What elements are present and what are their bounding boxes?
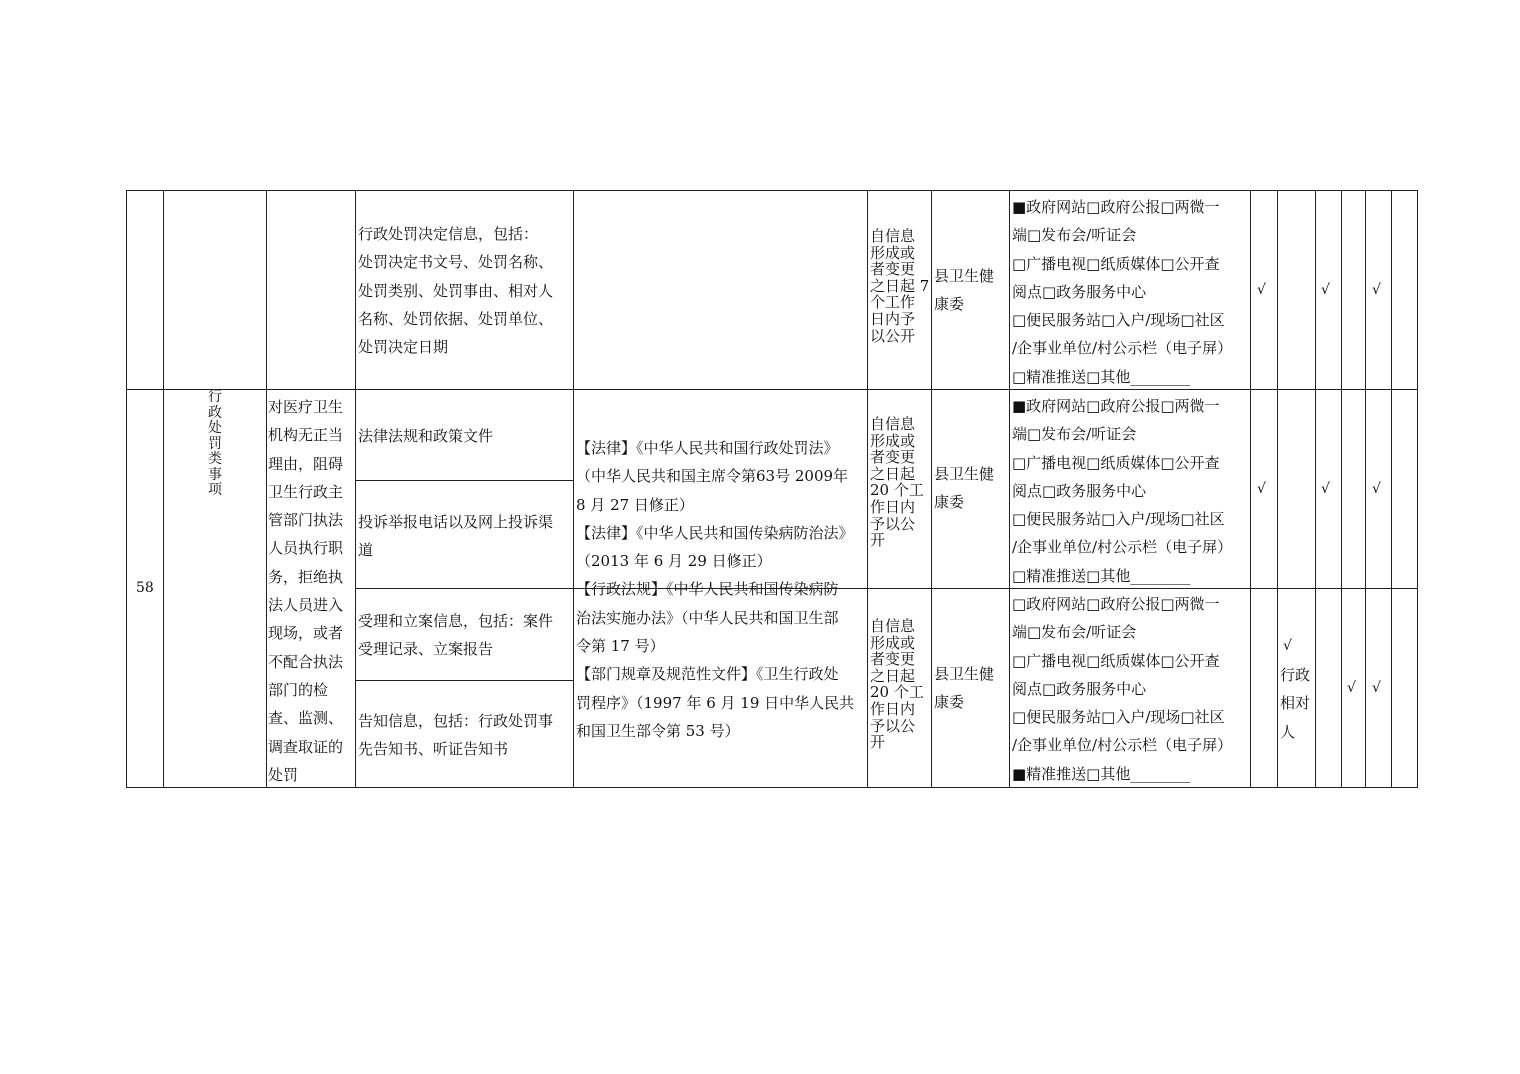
basis-line: 治法实施办法》（中华人民共和国卫生部 [576, 608, 839, 627]
col-line [1277, 190, 1278, 788]
disclosure-channels [1012, 590, 1232, 788]
channel-line: /企事业单位/村公示栏（电子屏） [1012, 339, 1233, 358]
time-line: 作日内 [870, 497, 916, 516]
basis-line: （2013 年 6 月 29 日修正） [576, 552, 772, 571]
content-line: 处罚决定书文号、处罚名称、 [358, 253, 554, 272]
check-by-request: √ [1347, 680, 1356, 696]
basis-line: 和国卫生部令第 53 号） [576, 721, 740, 740]
time-line: 予以公 [870, 716, 916, 735]
item-line: 处罚 [268, 765, 299, 784]
item-line: 卫生行政主 [268, 482, 344, 501]
disclosure-channels [1012, 392, 1232, 590]
time-line: 以公开 [870, 326, 916, 345]
col-line [1009, 190, 1010, 788]
responsible-body [934, 262, 994, 319]
time-line: 者变更 [870, 260, 916, 279]
time-line: 作日内 [870, 699, 916, 718]
time-line: 之日起 [870, 464, 916, 483]
responsible-body [934, 660, 994, 717]
target-line: 人 [1280, 722, 1296, 741]
channel-line: □精准推送□其他________ [1012, 566, 1191, 585]
body-line: 县卫生健 [934, 465, 995, 483]
col-line [573, 190, 574, 788]
body-line: 县卫生健 [934, 665, 995, 683]
channel-line: □精准推送□其他________ [1012, 367, 1191, 386]
time-line: 形成或 [870, 633, 916, 652]
disclosure-time [870, 416, 924, 549]
disclosure-channels [1012, 193, 1232, 391]
content-line: 处罚类别、处罚事由、相对人 [358, 281, 554, 300]
check-active: √ [1321, 481, 1330, 497]
content-divider [355, 588, 573, 589]
channel-line: □便民服务站□入户/现场□社区 [1012, 510, 1225, 529]
table-border-right [1417, 190, 1418, 788]
item-line: 调查取证的 [268, 737, 344, 756]
content-divider [355, 680, 573, 681]
target-line: 行政 [1280, 666, 1311, 684]
time-line: 自信息 [870, 415, 916, 433]
time-line: 形成或 [870, 243, 916, 262]
item-line: 机构无正当 [268, 426, 344, 445]
basis-line: 【部门规章及规范性文件】《卫生行政处 [576, 665, 839, 684]
content-line: 投诉举报电话以及网上投诉渠 [358, 513, 554, 531]
time-line: 日内予 [870, 309, 916, 328]
item-line: 管部门执法 [268, 511, 344, 530]
content-line: 受理记录、立案报告 [358, 640, 494, 659]
basis-line: 8 月 27 日修正） [576, 495, 694, 514]
content-line: 处罚决定日期 [358, 338, 449, 357]
check-all-society: √ [1257, 282, 1266, 298]
channel-line: □便民服务站□入户/现场□社区 [1012, 311, 1225, 330]
time-line: 20 个工 [870, 481, 924, 500]
table-border-top [126, 190, 1418, 191]
disclosure-time [870, 228, 929, 344]
basis-line: 【法律】《中华人民共和国行政处罚法》 [576, 439, 839, 457]
disclosure-time [870, 618, 924, 751]
channel-line: ■政府网站□政府公报□两微一 [1012, 198, 1220, 216]
channel-line: 端□发布会/听证会 [1012, 226, 1137, 245]
time-line: 个工作 [870, 293, 916, 312]
channel-line: /企事业单位/村公示栏（电子屏） [1012, 736, 1233, 755]
time-line: 形成或 [870, 431, 916, 450]
item-line: 部门的检 [268, 680, 329, 699]
content-line: 道 [358, 541, 374, 560]
time-line: 者变更 [870, 650, 916, 669]
content-line: 先告知书、听证告知书 [358, 740, 509, 759]
basis-line: 【法律】《中华人民共和国传染病防治法》 [576, 523, 854, 542]
time-line: 自信息 [870, 227, 916, 245]
channel-line: □广播电视□纸质媒体□公开查 [1012, 651, 1220, 670]
content-line: 行政处罚决定信息，包括： [358, 225, 539, 243]
item-line: 对医疗卫生 [268, 398, 344, 416]
target-line: 相对 [1280, 694, 1311, 713]
channel-line: 端□发布会/听证会 [1012, 425, 1137, 444]
time-line: 开 [870, 531, 886, 550]
channel-line: □政府网站□政府公报□两微一 [1012, 595, 1220, 613]
channel-line: 阅点□政务服务中心 [1012, 481, 1147, 500]
col-line [126, 190, 127, 788]
basis-line: （中华人民共和国主席令第63号 2009年 [576, 467, 849, 486]
item-line: 查、监测、 [268, 709, 344, 728]
content-line: 名称、处罚依据、处罚单位、 [358, 309, 554, 328]
check-all-society: √ [1257, 481, 1266, 497]
col-line [931, 190, 932, 788]
check-county: √ [1372, 282, 1381, 298]
check-county: √ [1372, 680, 1381, 696]
basis-line: 罚程序》（1997 年 6 月 19 日中华人民共 [576, 693, 855, 712]
legal-basis [576, 434, 854, 745]
channel-line: □广播电视□纸质媒体□公开查 [1012, 453, 1220, 472]
item-line: 法人员进入 [268, 596, 344, 615]
channel-line: 阅点□政务服务中心 [1012, 282, 1147, 301]
channel-line: □广播电视□纸质媒体□公开查 [1012, 254, 1220, 273]
col-line [867, 190, 868, 788]
item-name [268, 393, 343, 789]
disclosure-table [126, 190, 1418, 788]
time-line: 之日起 [870, 666, 916, 685]
body-line: 康委 [934, 493, 965, 512]
content-line: 告知信息，包括：行政处罚事 [358, 712, 554, 730]
basis-line: 【行政法规】《中华人民共和国传染病防 [576, 580, 839, 599]
content-item [358, 707, 553, 764]
col-line [1341, 190, 1342, 788]
time-line: 予以公 [870, 514, 916, 533]
time-line: 开 [870, 733, 886, 752]
basis-line: 令第 17 号） [576, 637, 665, 656]
channel-line: 端□发布会/听证会 [1012, 623, 1137, 642]
col-line [1391, 190, 1392, 788]
col-line [266, 190, 267, 788]
channel-line: 阅点□政务服务中心 [1012, 679, 1147, 698]
item-category: 行政处罚类事项 [208, 389, 222, 498]
body-line: 康委 [934, 693, 965, 712]
check-county: √ [1372, 481, 1381, 497]
channel-line: /企事业单位/村公示栏（电子屏） [1012, 538, 1233, 557]
content-line: 受理和立案信息，包括：案件 [358, 612, 554, 630]
responsible-body [934, 460, 994, 517]
body-line: 康委 [934, 295, 965, 314]
col-line [1315, 190, 1316, 788]
time-line: 20 个工 [870, 683, 924, 702]
row-number: 58 [136, 580, 154, 596]
item-line: 现场，或者 [268, 624, 344, 643]
item-line: 理由，阻碍 [268, 454, 344, 473]
channel-line: □便民服务站□入户/现场□社区 [1012, 708, 1225, 727]
col-line [1365, 190, 1366, 788]
col-line [1250, 190, 1251, 788]
item-line: 务，拒绝执 [268, 567, 344, 586]
channel-line: ■政府网站□政府公报□两微一 [1012, 397, 1220, 415]
content-item [358, 607, 553, 664]
time-line: 之日起 7 [870, 276, 930, 295]
time-line: 者变更 [870, 448, 916, 467]
col-line [163, 190, 164, 788]
channel-line: ■精准推送□其他________ [1012, 764, 1191, 783]
col-line [355, 190, 356, 788]
item-line: 不配合执法 [268, 652, 344, 671]
content-item [358, 508, 553, 565]
disclosure-content [358, 220, 553, 361]
check-specific-target: √ [1283, 638, 1292, 654]
item-line: 人员执行职 [268, 539, 344, 558]
time-line: 自信息 [870, 617, 916, 635]
content-item: 法律法规和政策文件 [358, 427, 494, 445]
content-divider [355, 480, 573, 481]
check-active: √ [1321, 282, 1330, 298]
specific-target-label [1280, 661, 1310, 746]
body-line: 县卫生健 [934, 267, 995, 285]
